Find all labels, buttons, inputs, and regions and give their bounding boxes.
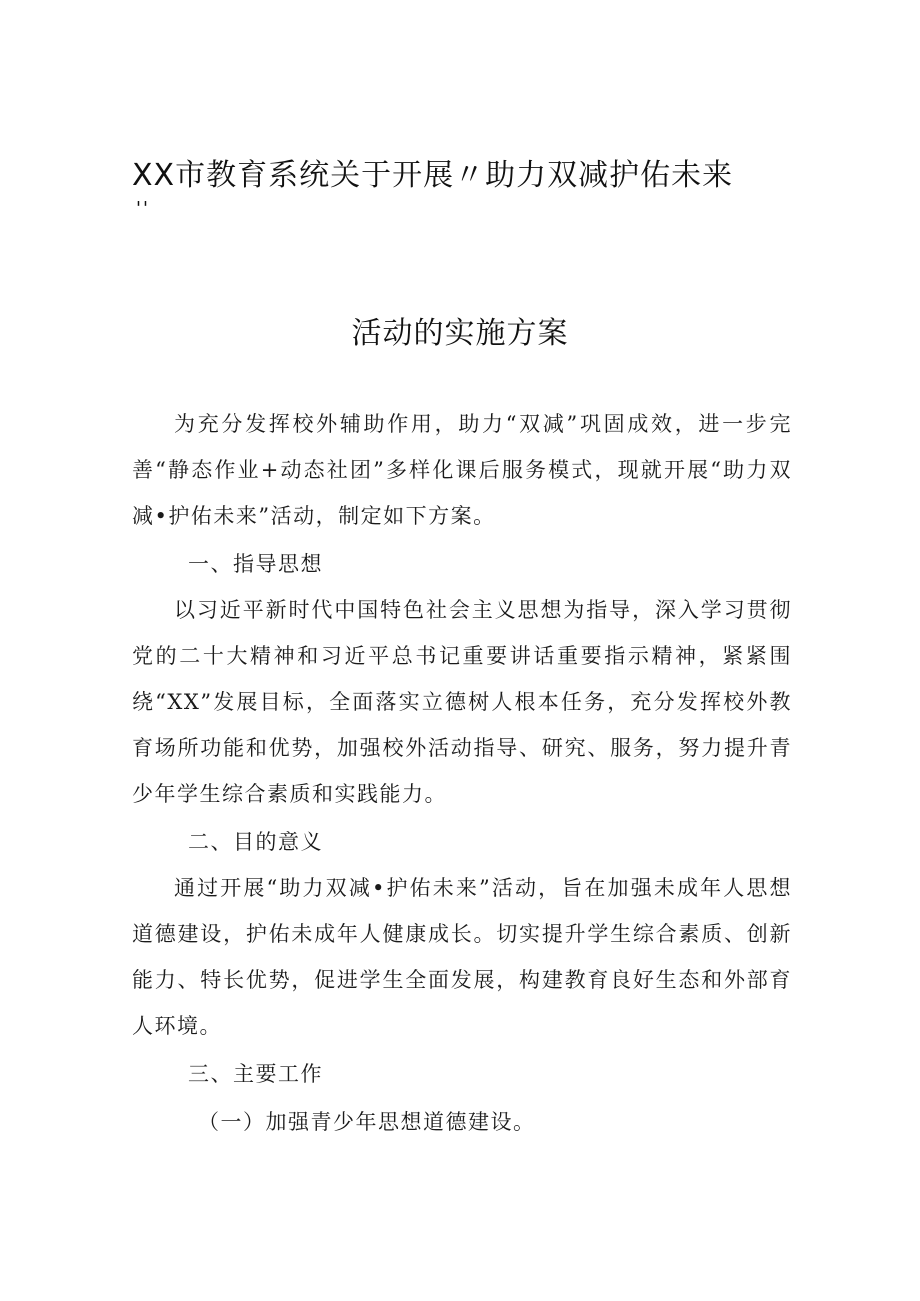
document-title-line-2: 活动的实施方案 — [351, 316, 569, 351]
subsection-heading-moral-education: （一）加强青少年思想道德建设。 — [198, 1110, 536, 1134]
section-heading-main-work: 三、主要工作 — [188, 1062, 323, 1086]
section-heading-purpose: 二、目的意义 — [188, 830, 323, 854]
document-title-line-1: XX市教育系统关于开展〃助力双减护佑未来 — [132, 158, 734, 193]
document-title-quote-mark: '' — [136, 198, 150, 219]
section-heading-guiding-ideology: 一、指导思想 — [188, 552, 323, 576]
intro-paragraph: 为充分发挥校外辅助作用，助力“双减”巩固成效，进一步完善“静态作业+动态社团”多样化课后服务模式，现就开展“助力双减•护佑未来”活动，制定如下方案。 — [132, 412, 792, 528]
guiding-ideology-paragraph: 以习近平新时代中国特色社会主义思想为指导，深入学习贯彻党的二十大精神和习近平总书记重要讲话重要指示精神，紧紧围绕“XX”发展目标，全面落实立德树人根本任务，充分发挥校外教育场所功能和优势，加强校外活动指导、研究、服务，努力提升青少年学生综合素质和实践能力。 — [132, 598, 792, 806]
purpose-paragraph: 通过开展“助力双减•护佑未来”活动，旨在加强未成年人思想道德建设，护佑未成年人健康成长。切实提升学生综合素质、创新能力、特长优势，促进学生全面发展，构建教育良好生态和外部育人环境。 — [132, 876, 792, 1038]
